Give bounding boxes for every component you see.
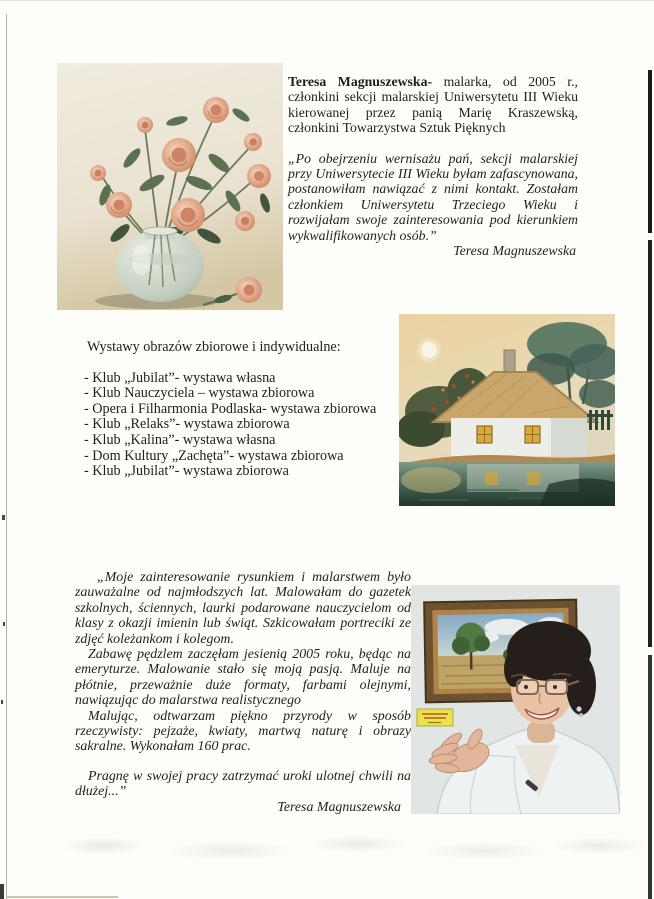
roses-painting-svg [57,63,283,310]
quote-signature: Teresa Magnuszewska [453,243,576,259]
exhibition-item: - Dom Kultury „Zachęta”- wystawa zbiorowa [84,447,344,464]
memoir-paragraph: Zabawę pędzlem zaczęłam jesienią 2005 roku, będąc na emeryturze. Malowanie stało się moją pasją. Maluje na płótnie, przeważnie duże formaty, farbami olejnymi, nawiązując do malarstwa realistycznego [75,647,411,709]
memoir-paragraph: „Moje zainteresowanie rysunkiem i malarstwem było zauważalne od najmłodszych lat. Malowałam do gazetek szkolnych, ściennych, laurki podarowane nauczycielom od klasy z okazji imienin lub świąt. Szkicowałam portreciki ze zdjęć koleżankom i kolegom. [75,570,411,647]
exhibit-label [417,709,453,726]
exhibition-item: - Klub „Jubilat”- wystawa zbiorowa [84,463,289,480]
scan-speck [2,515,5,520]
intro-section [288,74,578,258]
exhibition-item: - Klub Nauczyciela – wystawa zbiorowa [84,385,315,402]
artist-quote: „Po obejrzeniu wernisażu pań, sekcji malarskiej przy Uniwersytecie III Wieku byłam zafascynowana, postanowiłam nawiązać z nimi kontakt. Zostałam członkiem Uniwersytetu Trzeciego Wieku i rozwijałam swoje zainteresowania pod kierunkiem wykwalifikowanych osób.” [288,150,578,243]
intro-text: malarka, od 2005 r., członkini sekcji malarskiej Uniwersytetu III Wieku kierowanej przez panią Marię Kraszewską, członkini Towarzystwa Sztuk Pięknych [288,74,578,136]
neck [527,721,555,743]
exhibitions-heading: Wystawy obrazów zbiorowe i indywidualne: [87,339,341,355]
intro-paragraph [288,74,578,136]
scan-bleed-through-band [8,832,644,866]
memoir-paragraph: Pragnę w swojej pracy zatrzymać uroki ulotnej chwili na dłużej...” [75,768,411,800]
earring [576,706,581,711]
eye [524,685,528,689]
exhibition-item: - Klub „Relaks”- wystawa zbiorowa [84,416,290,433]
scan-corner-mark [0,884,4,899]
scan-bottom-line [6,896,118,898]
scan-edge-right [648,655,652,899]
artist-photo-svg [411,585,620,814]
scan-speck [1,700,3,704]
eye [553,685,557,689]
artist-name: Teresa Magnuszewska- [288,74,433,89]
scan-edge-right [648,70,652,233]
exhibition-item: - Klub „Jubilat”- wystawa własna [84,369,276,386]
memoir-signature: Teresa Magnuszewska [277,799,401,815]
artist-photo [411,585,620,814]
roses-still-life-painting [57,63,283,310]
cottage-painting-svg [399,314,615,506]
earring [579,713,583,717]
memoir-section [75,570,411,815]
scan-speck [3,622,5,626]
scan-edge-right [648,240,652,647]
exhibitions-section [84,340,418,480]
exhibition-item: - Klub „Kalina”- wystawa własna [84,431,276,448]
scan-edge-top [0,0,654,1]
moon [421,342,437,358]
memoir-paragraph: Malując, odtwarzam piękno przyrody w sposób rzeczywisty: pejzaże, kwiaty, martwą naturę i obrazy sakralne. Wykonałam 160 prac. [75,708,411,755]
scan-edge-left [6,14,7,899]
cottage-landscape-painting [399,314,615,506]
exhibition-item: - Opera i Filharmonia Podlaska- wystawa zbiorowa [84,400,377,417]
